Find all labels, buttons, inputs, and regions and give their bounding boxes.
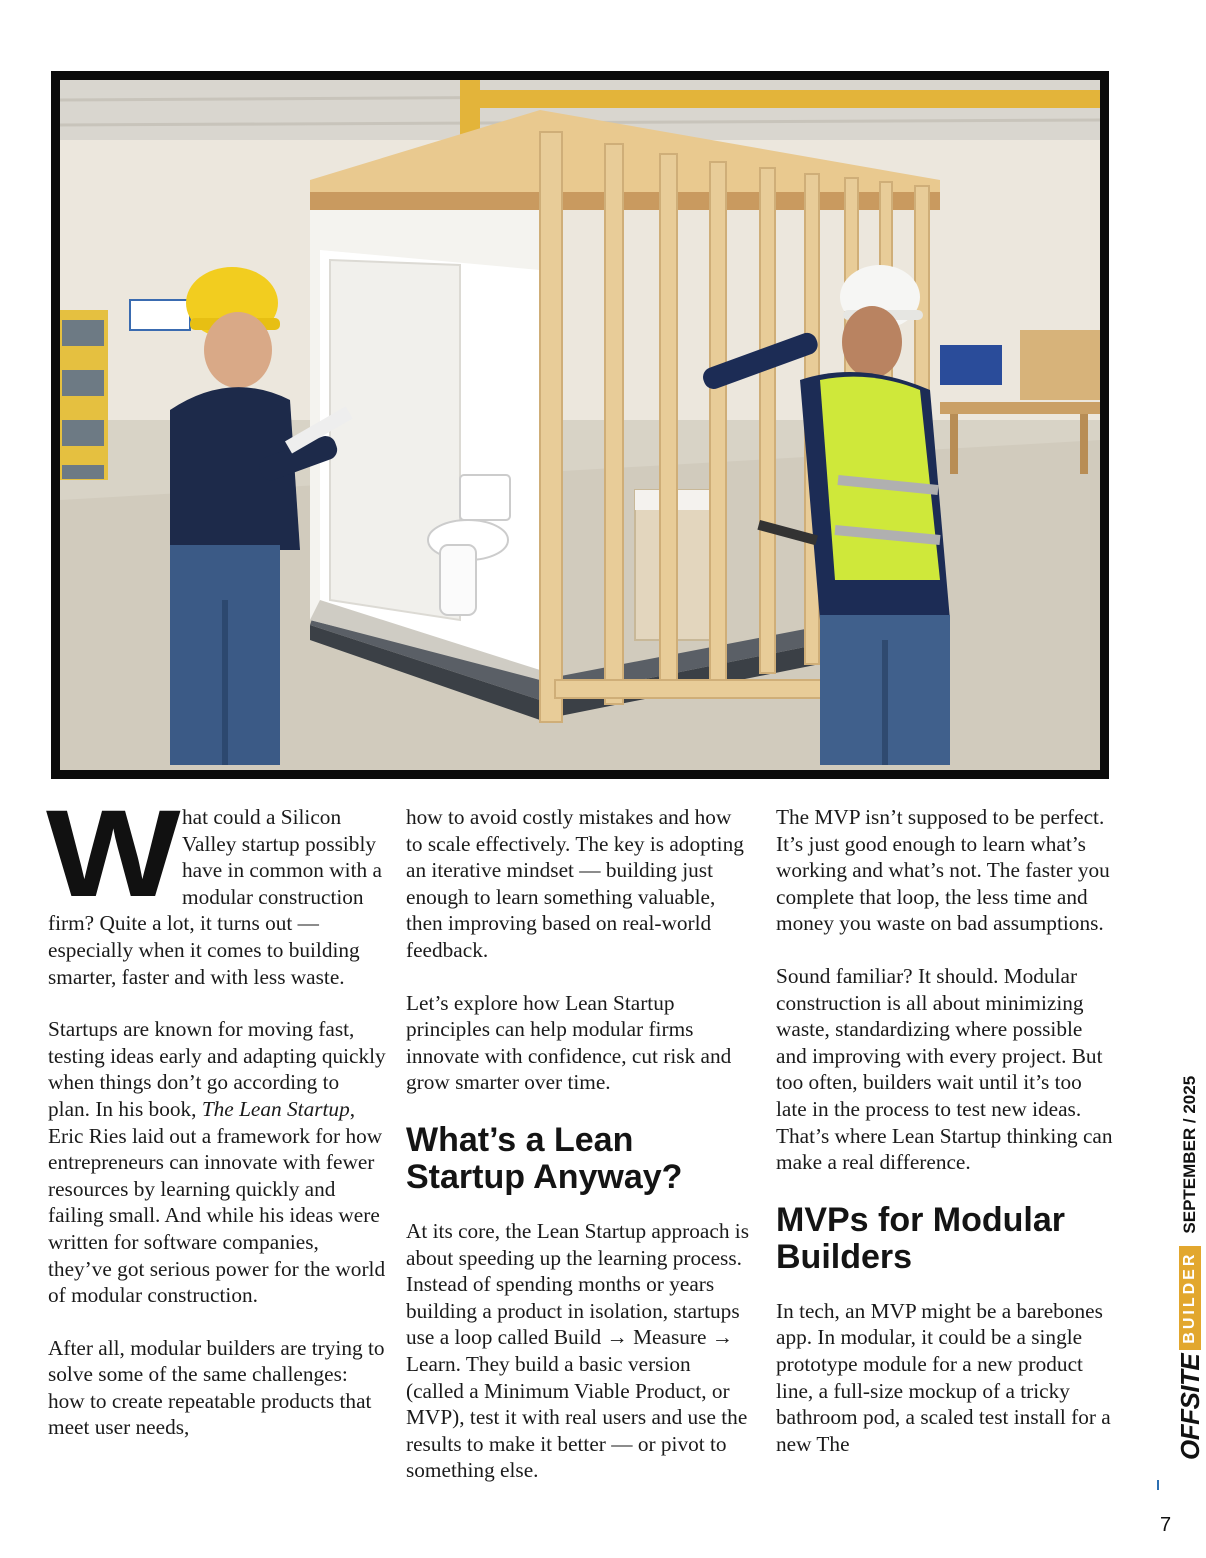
paragraph: In tech, an MVP might be a barebones app. In modular, it could be a single prototype module for a new product line, a full-size mockup of a tricky bathroom pod, a scaled test install for a new The: [776, 1298, 1111, 1456]
article-column-1: [46, 785, 386, 1467]
paragraph: Let’s explore how Lean Startup principles can help modular firms innovate with confidence, cut risk and grow smarter over time.: [406, 990, 732, 1095]
brand-name-builder: BUILDER: [1179, 1246, 1201, 1350]
paragraph: After all, modular builders are trying to solve some of the same challenges: how to create repeatable products that meet user needs,: [48, 1335, 385, 1440]
paragraph: The MVP isn’t supposed to be perfect. It’s just good enough to learn what’s working and what’s not. The faster you complete that loop, the less time and money you waste on bad assumptions.: [776, 805, 1110, 936]
section-heading-mvps: MVPs for Modular Builders: [776, 1200, 1066, 1276]
brand-name-offsite: OFFSITE: [1174, 1353, 1205, 1460]
article-column-2: [406, 804, 752, 1510]
page-number: 7: [1160, 1514, 1172, 1536]
book-title: The Lean Startup: [201, 1096, 350, 1121]
paragraph-text: , Eric Ries laid out a framework for how entrepreneurs can innovate with fewer resources by learning quickly and failing small. And while his ideas were written for software companies, they’ve got serious power for the world of modular construction.: [48, 1096, 386, 1308]
sidebar-rotated-text: [1175, 1076, 1205, 1460]
article-column-3: [776, 804, 1116, 1483]
intro-paragraph: [46, 785, 386, 990]
factory-photo-illustration: [60, 80, 1100, 770]
issue-date: SEPTEMBER / 2025: [1180, 1075, 1199, 1234]
intro-text: hat could a Silicon Valley startup possibly have in common with a modular construction firm? Quite a lot, it turns out — especially when it comes to building smarter, faster and with less waste.: [48, 805, 382, 989]
sidebar-accent-line: [1157, 1480, 1159, 1490]
paragraph-text: Startups are known for moving fast, testing ideas early and adapting quickly when things don’t go according to plan. In his book,: [48, 1017, 386, 1121]
paragraph: [48, 1016, 386, 1309]
paragraph: At its core, the Lean Startup approach is about speeding up the learning process. Instead of spending months or years building a product in isolation, startups use a loop called Build → Measure → Learn. They build a basic version (called a Minimum Viable Product, or MVP), test it with real users and use the results to make it better — or pivot to something else.: [406, 1218, 750, 1483]
paragraph: Sound familiar? It should. Modular construction is all about minimizing waste, standardizing where possible and improving with every project. But too often, builders wait until it’s too late in the process to test new ideas. That’s where Lean Startup thinking can make a real difference.: [776, 963, 1113, 1175]
drop-cap: W: [46, 785, 181, 923]
article-photo: [51, 71, 1109, 779]
section-heading-lean-startup: What’s a Lean Startup Anyway?: [406, 1120, 683, 1196]
magazine-sidebar: [1158, 1075, 1205, 1475]
paragraph: how to avoid costly mistakes and how to scale effectively. The key is adopting an iterative mindset — building just enough to learn something valuable, then improving based on real-world feedback.: [406, 805, 744, 962]
